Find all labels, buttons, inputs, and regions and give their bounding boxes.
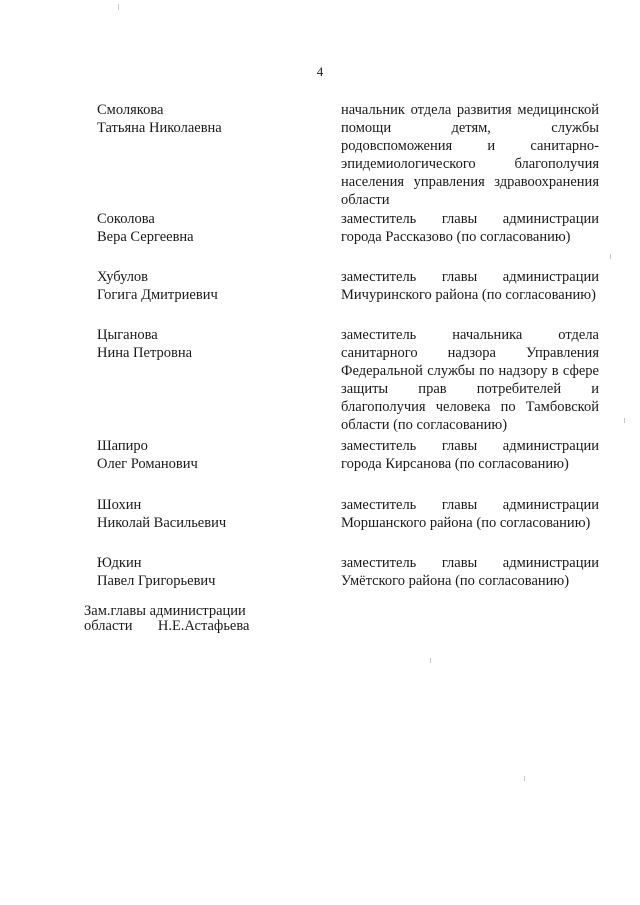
person-name [97, 210, 317, 246]
surname: Юдкин [97, 555, 142, 571]
surname: Шапиро [97, 438, 148, 454]
position-description: заместитель начальника отдела санитарного надзора Управления Федеральной службы по надзору в сфере защиты прав потребителей и благополучия человека по Тамбовской области (по согласованию) [341, 327, 599, 433]
signature-block [84, 604, 249, 634]
person-name [97, 268, 317, 304]
position-description: начальник отдела развития медицинской помощи детям, службы родовспоможения и санитарно-эпидемиологического благополучия населения управления здравоохранения области [341, 102, 599, 208]
surname: Хубулов [97, 269, 149, 285]
position-description: заместитель главы администрации Мичуринского района (по согласованию) [341, 269, 599, 303]
surname: Шохин [97, 497, 142, 513]
position-description: заместитель главы администрации Умётского района (по согласованию) [341, 555, 599, 589]
person-name [97, 437, 317, 473]
scan-speck [610, 254, 611, 259]
scan-speck [524, 776, 525, 781]
person-name [97, 496, 317, 532]
surname: Соколова [97, 211, 155, 227]
signature-name: области Н.Е.Астафьева [84, 618, 250, 634]
scan-speck [430, 658, 431, 663]
surname: Смолякова [97, 102, 164, 118]
position-description: заместитель главы администрации города Рассказово (по согласованию) [341, 211, 599, 245]
person-name [97, 554, 317, 590]
scan-speck [624, 418, 625, 423]
given-name: Татьяна Николаевна [97, 120, 222, 136]
position-description: заместитель главы администрации Моршанского района (по согласованию) [341, 497, 599, 531]
scan-speck [118, 4, 119, 10]
given-name: Вера Сергеевна [97, 229, 194, 245]
given-name: Николай Васильевич [97, 515, 227, 531]
given-name: Олег Романович [97, 456, 198, 472]
signature-title: Зам.главы администрации [84, 603, 246, 619]
surname: Цыганова [97, 327, 158, 343]
given-name: Гогига Дмитриевич [97, 287, 218, 303]
person-name [97, 101, 317, 137]
position-description: заместитель главы администрации города Кирсанова (по согласованию) [341, 438, 599, 472]
page-number: 4 [316, 64, 324, 79]
given-name: Павел Григорьевич [97, 573, 216, 589]
person-name [97, 326, 317, 362]
given-name: Нина Петровна [97, 345, 193, 361]
